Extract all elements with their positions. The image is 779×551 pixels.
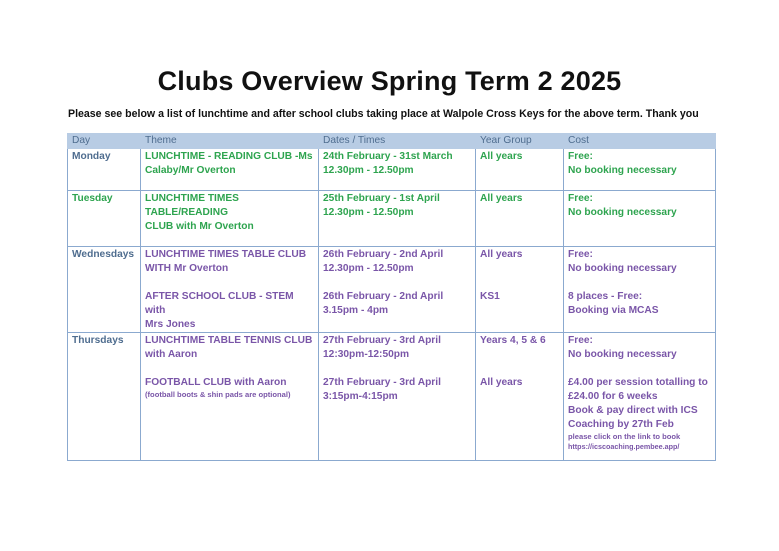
day-cell: Monday xyxy=(68,149,141,191)
page-title: Clubs Overview Spring Term 2 2025 xyxy=(157,66,622,96)
cost-line: Free: xyxy=(568,249,593,260)
date-range: 25th February - 1st April xyxy=(323,193,440,204)
theme-line: LUNCHTIME TIMES TABLE/READING xyxy=(145,193,239,218)
dates-cell xyxy=(319,149,476,191)
table-header-row xyxy=(68,134,716,149)
year-group: All years xyxy=(480,249,523,260)
year-group: All years xyxy=(480,377,523,388)
clubs-table xyxy=(67,133,716,461)
dates-cell xyxy=(319,333,476,461)
theme-line: Calaby/Mr Overton xyxy=(145,165,236,176)
time-range: 3.15pm - 4pm xyxy=(323,305,389,316)
date-range: 26th February - 2nd April xyxy=(323,291,444,302)
date-range: 27th February - 3rd April xyxy=(323,377,441,388)
cost-line: Free: xyxy=(568,193,593,204)
header-cost: Cost xyxy=(564,134,716,149)
cost-line: Free: xyxy=(568,335,593,346)
time-range: 3:15pm-4:15pm xyxy=(323,391,398,402)
theme-note: (football boots & shin pads are optional) xyxy=(145,390,291,399)
time-range: 12.30pm - 12.50pm xyxy=(323,165,414,176)
cost-line: Coaching by 27th Feb xyxy=(568,419,674,430)
time-range: 12:30pm-12:50pm xyxy=(323,349,410,360)
date-range: 26th February - 2nd April xyxy=(323,249,444,260)
intro-text: Please see below a list of lunchtime and after school clubs taking place at Walpole Cross Keys for the above term. Thank you xyxy=(68,108,699,120)
header-theme: Theme xyxy=(141,134,319,149)
table-row xyxy=(68,247,716,333)
cost-cell xyxy=(564,191,716,247)
theme-cell xyxy=(141,149,319,191)
table-row xyxy=(68,191,716,247)
theme-line: FOOTBALL CLUB with Aaron xyxy=(145,377,287,388)
date-range: 27th February - 3rd April xyxy=(323,335,441,346)
theme-line: LUNCHTIME - READING CLUB -Ms xyxy=(145,151,313,162)
cost-line: £4.00 per session totalling to xyxy=(568,377,708,388)
year-cell xyxy=(476,149,564,191)
year-cell xyxy=(476,247,564,333)
spacer xyxy=(323,276,471,290)
theme-line: Mrs Jones xyxy=(145,319,196,330)
cost-line: £24.00 for 6 weeks xyxy=(568,391,658,402)
spacer xyxy=(323,362,471,376)
header-day: Day xyxy=(68,134,141,149)
cost-line: Booking via MCAS xyxy=(568,305,659,316)
date-range: 24th February - 31st March xyxy=(323,151,453,162)
spacer xyxy=(568,362,711,376)
day-cell: Wednesdays xyxy=(68,247,141,333)
time-range: 12.30pm - 12.50pm xyxy=(323,263,414,274)
dates-cell xyxy=(319,247,476,333)
spacer xyxy=(568,276,711,290)
table-row xyxy=(68,149,716,191)
cost-line: No booking necessary xyxy=(568,207,677,218)
spacer xyxy=(145,276,314,290)
table-row xyxy=(68,333,716,461)
day-cell: Thursdays xyxy=(68,333,141,461)
year-cell xyxy=(476,191,564,247)
day-cell: Tuesday xyxy=(68,191,141,247)
year-group: Years 4, 5 & 6 xyxy=(480,335,546,346)
spacer xyxy=(480,262,559,290)
theme-line: LUNCHTIME TIMES TABLE CLUB xyxy=(145,249,307,260)
theme-line: CLUB with Mr Overton xyxy=(145,221,254,232)
spacer xyxy=(145,362,314,376)
time-range: 12.30pm - 12.50pm xyxy=(323,207,414,218)
dates-cell xyxy=(319,191,476,247)
spacer xyxy=(480,348,559,376)
year-cell xyxy=(476,333,564,461)
cost-line: No booking necessary xyxy=(568,349,677,360)
theme-cell xyxy=(141,333,319,461)
year-group: KS1 xyxy=(480,291,500,302)
theme-line: WITH Mr Overton xyxy=(145,263,229,274)
theme-cell xyxy=(141,191,319,247)
cost-cell xyxy=(564,247,716,333)
theme-line: with Aaron xyxy=(145,349,198,360)
booking-note: please click on the link to book xyxy=(568,432,681,441)
cost-line: No booking necessary xyxy=(568,165,677,176)
cost-line: No booking necessary xyxy=(568,263,677,274)
cost-line: Free: xyxy=(568,151,593,162)
booking-link[interactable]: https://icscoaching.pembee.app/ xyxy=(568,442,680,451)
theme-cell xyxy=(141,247,319,333)
year-group: All years xyxy=(480,193,523,204)
header-year-group: Year Group xyxy=(476,134,564,149)
header-dates: Dates / Times xyxy=(319,134,476,149)
theme-line: AFTER SCHOOL CLUB - STEM with xyxy=(145,291,294,316)
cost-cell xyxy=(564,149,716,191)
cost-line: Book & pay direct with ICS xyxy=(568,405,698,416)
cost-line: 8 places - Free: xyxy=(568,291,643,302)
cost-cell xyxy=(564,333,716,461)
year-group: All years xyxy=(480,151,523,162)
theme-line: LUNCHTIME TABLE TENNIS CLUB xyxy=(145,335,313,346)
